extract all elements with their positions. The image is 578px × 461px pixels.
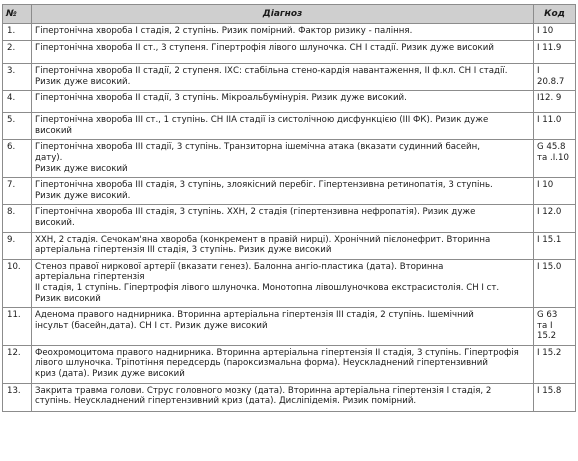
row-code: І 15.8 bbox=[534, 383, 576, 411]
table-row bbox=[3, 140, 576, 178]
table-row bbox=[3, 205, 576, 232]
row-number: 3. bbox=[3, 64, 32, 91]
row-code: І 20.8.7 bbox=[534, 64, 576, 91]
table-row bbox=[3, 308, 576, 346]
table-row bbox=[3, 178, 576, 205]
row-code: G 45.8 та .І.10 bbox=[534, 140, 576, 178]
row-diagnosis: Гіпертонічна хвороба ІІІ стадія, 3 ступінь. ХХН, 2 стадія (гіпертензивна нефропатія). Ризик дуже високий. bbox=[32, 205, 534, 232]
row-number: 9. bbox=[3, 232, 32, 259]
row-diagnosis: Стеноз правої ниркової артерії (вказати генез). Балонна ангіо-пластика (дата). Вторинна артеріальна гіпертензія ІІ стадія, 1 ступінь. Гіпертрофія лівого шлуночка. Монотопна лівошлуночкова екстрасистолія. СН І ст. Ризик високий bbox=[32, 259, 534, 307]
table-row bbox=[3, 345, 576, 383]
row-diagnosis: Гіпертонічна хвороба ІІ ст., 3 ступеня. Гіпертрофія лівого шлуночка. СН І стадії. Ризик дуже високий bbox=[32, 41, 534, 64]
row-code: І12. 9 bbox=[534, 91, 576, 113]
row-number: 13. bbox=[3, 383, 32, 411]
row-diagnosis: Феохромоцитома правого наднирника. Вторинна артеріальна гіпертензія ІІ стадія, 3 ступінь. Гіпертрофія лівого шлуночка. Тріпотіння передсердь (пароксизмальна форма). Неускладнений гіпертензивний криз (дата). Ризик дуже високий bbox=[32, 345, 534, 383]
row-number: 2. bbox=[3, 41, 32, 64]
table-row bbox=[3, 259, 576, 307]
table-row bbox=[3, 232, 576, 259]
row-code: G 63 та І 15.2 bbox=[534, 308, 576, 346]
table-row bbox=[3, 64, 576, 91]
row-number: 12. bbox=[3, 345, 32, 383]
column-header-code: Код bbox=[534, 5, 576, 24]
row-number: 10. bbox=[3, 259, 32, 307]
row-code: І 10 bbox=[534, 178, 576, 205]
row-diagnosis: Гіпертонічна хвороба ІІІ стадії, 3 ступінь. Транзиторна ішемічна атака (вказати судинний басейн, дату). Ризик дуже високий bbox=[32, 140, 534, 178]
diagnosis-table-container bbox=[2, 4, 575, 412]
row-code: І 10 bbox=[534, 24, 576, 41]
row-number: 8. bbox=[3, 205, 32, 232]
row-code: І 11.0 bbox=[534, 113, 576, 140]
row-code: І 15.0 bbox=[534, 259, 576, 307]
row-code: І 15.2 bbox=[534, 345, 576, 383]
column-header-number: № bbox=[3, 5, 32, 24]
table-row bbox=[3, 113, 576, 140]
column-header-diagnosis: Діагноз bbox=[32, 5, 534, 24]
row-diagnosis: Аденома правого наднирника. Вторинна артеріальна гіпертензія ІІІ стадія, 2 ступінь. Ішемічний інсульт (басейн,дата). СН І ст. Ризик дуже високий bbox=[32, 308, 534, 346]
row-number: 5. bbox=[3, 113, 32, 140]
diagnosis-table bbox=[2, 4, 576, 412]
row-diagnosis: Гіпертонічна хвороба ІІІ стадія, 3 ступінь, злоякісний перебіг. Гіпертензивна ретинопатія, 3 ступінь. Ризик дуже високий. bbox=[32, 178, 534, 205]
row-number: 11. bbox=[3, 308, 32, 346]
row-diagnosis: Закрита травма голови. Струс головного мозку (дата). Вторинна артеріальна гіпертензія І стадія, 2 ступінь. Неускладнений гіпертензивний криз (дата). Дисліпідемія. Ризик помірний. bbox=[32, 383, 534, 411]
table-header bbox=[3, 5, 576, 24]
row-diagnosis: Гіпертонічна хвороба ІІІ ст., 1 ступінь. СН ІІА стадії із систолічною дисфункцією (ІІІ ФК). Ризик дуже високий bbox=[32, 113, 534, 140]
row-diagnosis: ХХН, 2 стадія. Сечокам'яна хвороба (конкремент в правій нирці). Хронічний пієлонефрит. Вторинна артеріальна гіпертензія ІІІ стадія, 3 ступінь. Ризик дуже високий bbox=[32, 232, 534, 259]
row-number: 6. bbox=[3, 140, 32, 178]
row-code: І 15.1 bbox=[534, 232, 576, 259]
row-code: І 11.9 bbox=[534, 41, 576, 64]
table-row bbox=[3, 91, 576, 113]
row-code: І 12.0 bbox=[534, 205, 576, 232]
table-row bbox=[3, 383, 576, 411]
header-row bbox=[3, 5, 576, 24]
table-body bbox=[3, 24, 576, 412]
table-row bbox=[3, 41, 576, 64]
row-diagnosis: Гіпертонічна хвороба І стадія, 2 ступінь. Ризик помірний. Фактор ризику - паління. bbox=[32, 24, 534, 41]
row-number: 4. bbox=[3, 91, 32, 113]
table-row bbox=[3, 24, 576, 41]
row-diagnosis: Гіпертонічна хвороба ІІ стадії, 3 ступінь. Мікроальбумінурія. Ризик дуже високий. bbox=[32, 91, 534, 113]
row-number: 1. bbox=[3, 24, 32, 41]
row-number: 7. bbox=[3, 178, 32, 205]
row-diagnosis: Гіпертонічна хвороба ІІ стадії, 2 ступеня. ІХС: стабільна стено-кардія навантаження, ІІ ф.кл. СН І стадії. Ризик дуже високий. bbox=[32, 64, 534, 91]
